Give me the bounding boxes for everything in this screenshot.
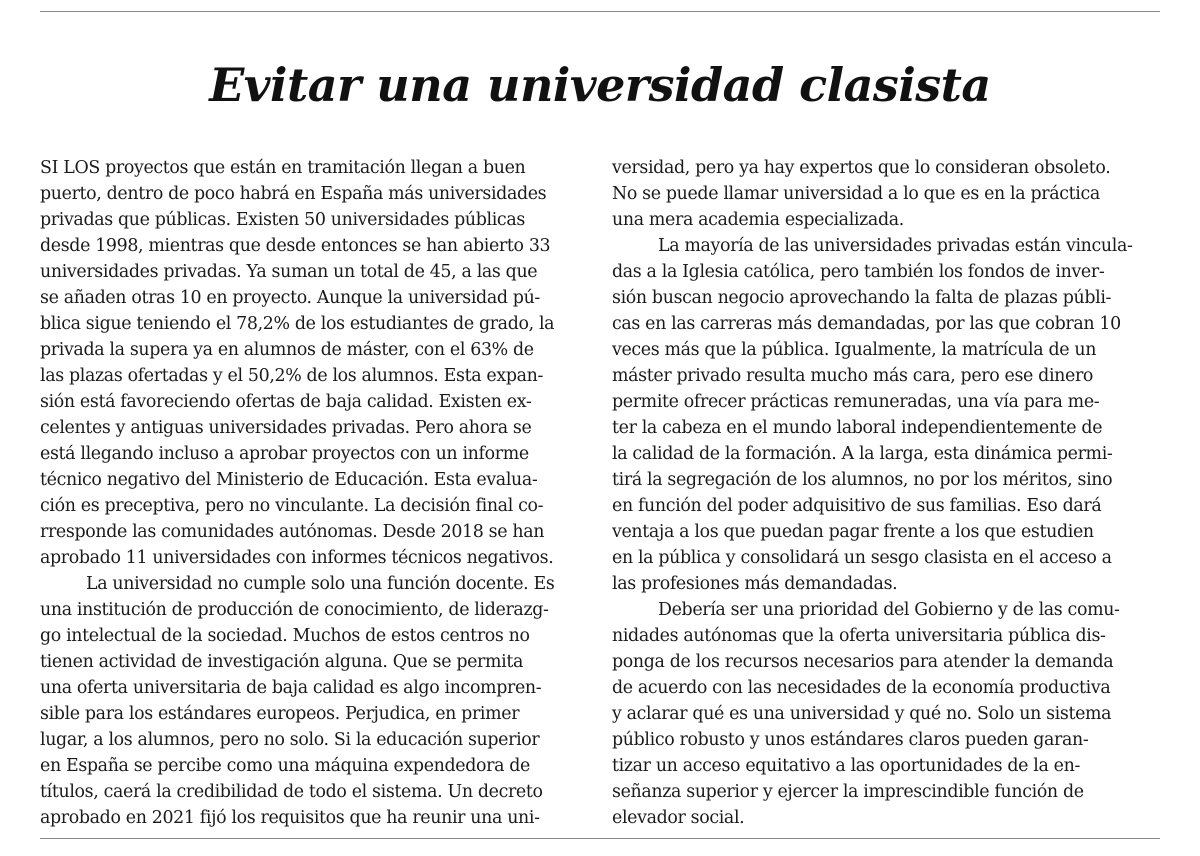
text-line: señanza superior y ejercer la imprescindible función de xyxy=(612,782,1084,802)
text-line: sión buscan negocio aprovechando la falta de plazas públi- xyxy=(612,288,1112,308)
text-line: tienen actividad de investigación alguna. Que se permita xyxy=(40,652,524,672)
text-line: aprobado en 2021 fijó los requisitos que ha reunir una uni- xyxy=(40,808,540,828)
text-line: blica sigue teniendo el 78,2% de los estudiantes de grado, la xyxy=(40,314,555,334)
paragraph-start-line: La mayoría de las universidades privadas están vincula- xyxy=(658,236,1133,256)
text-line: go intelectual de la sociedad. Muchos de estos centros no xyxy=(40,626,530,646)
text-line: la calidad de la formación. A la larga, esta dinámica permi- xyxy=(612,444,1113,464)
text-line: las plazas ofertadas y el 50,2% de los alumnos. Esta expan- xyxy=(40,366,543,386)
text-line: una mera academia especializada. xyxy=(612,210,904,230)
text-line: rresponde las comunidades autónomas. Desde 2018 se han xyxy=(40,522,545,542)
text-line: sión está favoreciendo ofertas de baja calidad. Existen ex- xyxy=(40,392,532,412)
text-line: tirá la segregación de los alumnos, no por los méritos, sino xyxy=(612,470,1113,490)
text-line: privada la supera ya en alumnos de máster, con el 63% de xyxy=(40,340,534,360)
text-line: permite ofrecer prácticas remuneradas, una vía para me- xyxy=(612,392,1100,412)
text-line: técnico negativo del Ministerio de Educación. Esta evalua- xyxy=(40,470,538,490)
article-title: Evitar una universidad clasista xyxy=(209,58,991,112)
text-line: y aclarar qué es una universidad y qué no. Solo un sistema xyxy=(612,704,1112,724)
right-column xyxy=(612,155,1160,831)
text-line: aprobado 11 universidades con informes técnicos negativos. xyxy=(40,548,554,568)
text-line: títulos, caerá la credibilidad de todo el sistema. Un decreto xyxy=(40,782,543,802)
text-line: máster privado resulta mucho más cara, pero ese dinero xyxy=(612,366,1094,386)
text-line: en España se percibe como una máquina expendedora de xyxy=(40,756,531,776)
text-line: veces más que la pública. Igualmente, la matrícula de un xyxy=(612,340,1097,360)
paragraph-start-line: Debería ser una prioridad del Gobierno y de las comu- xyxy=(658,600,1120,620)
text-line: una institución de producción de conocimiento, de liderazg- xyxy=(40,600,549,620)
bottom-rule xyxy=(40,838,1160,839)
text-line: tizar un acceso equitativo a las oportunidades de la en- xyxy=(612,756,1081,776)
text-line: universidades privadas. Ya suman un total de 45, a las que xyxy=(40,262,538,282)
text-line: No se puede llamar universidad a lo que es en la práctica xyxy=(612,184,1100,204)
text-line: privadas que públicas. Existen 50 universidades públicas xyxy=(40,210,525,230)
text-line: versidad, pero ya hay expertos que lo consideran obsoleto. xyxy=(612,158,1111,178)
text-line: cas en las carreras más demandadas, por las que cobran 10 xyxy=(612,314,1121,334)
text-line: ventaja a los que puedan pagar frente a los que estudien xyxy=(612,522,1094,542)
text-line: elevador social. xyxy=(612,808,745,828)
text-line: en función del poder adquisitivo de sus familias. Eso dará xyxy=(612,496,1102,516)
text-line: se añaden otras 10 en proyecto. Aunque la universidad pú- xyxy=(40,288,540,308)
text-line: ponga de los recursos necesarios para atender la demanda xyxy=(612,652,1114,672)
text-line: una oferta universitaria de baja calidad es algo incompren- xyxy=(40,678,542,698)
text-line: SI LOS proyectos que están en tramitación llegan a buen xyxy=(40,158,526,178)
text-line: de acuerdo con las necesidades de la economía productiva xyxy=(612,678,1111,698)
text-line: en la pública y consolidará un sesgo clasista en el acceso a xyxy=(612,548,1112,568)
text-line: ción es preceptiva, pero no vinculante. La decisión final co- xyxy=(40,496,544,516)
text-line: lugar, a los alumnos, pero no solo. Si la educación superior xyxy=(40,730,540,750)
text-line: público robusto y unos estándares claros pueden garan- xyxy=(612,730,1089,750)
text-line: das a la Iglesia católica, pero también los fondos de inver- xyxy=(612,262,1105,282)
text-line: ter la cabeza en el mundo laboral independientemente de xyxy=(612,418,1103,438)
text-line: celentes y antiguas universidades privadas. Pero ahora se xyxy=(40,418,532,438)
text-line: sible para los estándares europeos. Perjudica, en primer xyxy=(40,704,520,724)
top-rule xyxy=(40,11,1160,12)
paragraph-start-line: La universidad no cumple solo una función docente. Es xyxy=(86,574,555,594)
text-line: nidades autónomas que la oferta universitaria pública dis- xyxy=(612,626,1106,646)
text-line: está llegando incluso a aprobar proyectos con un informe xyxy=(40,444,529,464)
text-line: desde 1998, mientras que desde entonces se han abierto 33 xyxy=(40,236,551,256)
left-column xyxy=(40,155,586,831)
text-line: puerto, dentro de poco habrá en España más universidades xyxy=(40,184,547,204)
text-line: las profesiones más demandadas. xyxy=(612,574,898,594)
